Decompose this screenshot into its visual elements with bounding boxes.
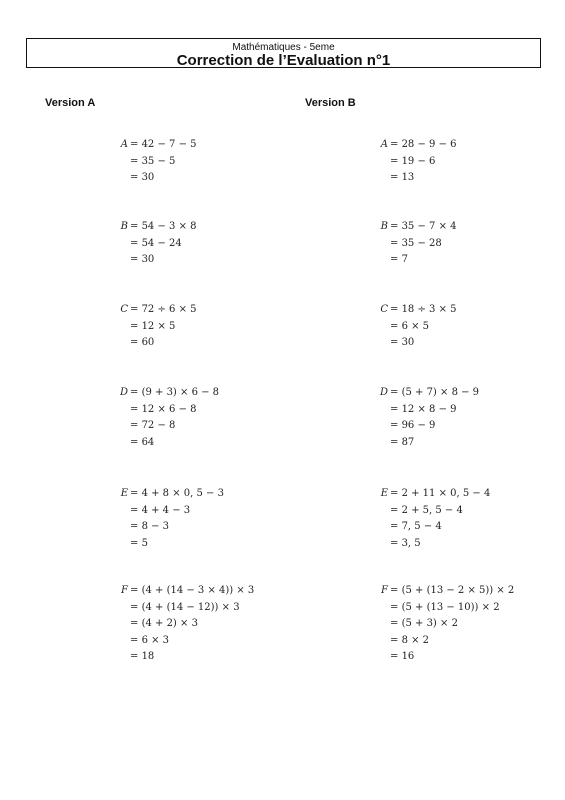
equals-sign: = — [130, 237, 142, 249]
equation-line — [0, 583, 565, 600]
exercise-b-version-b — [0, 219, 565, 269]
step-line — [0, 519, 565, 536]
expression: 18 ÷ 3 × 5 — [401, 304, 457, 315]
step-expression: 12 × 6 − 8 — [141, 403, 197, 415]
expression: 4 + 8 × 0, 5 − 3 — [141, 488, 224, 499]
step-expression: 6 × 5 — [401, 320, 430, 332]
equation-line — [0, 137, 565, 154]
equals-sign: = — [390, 254, 402, 265]
variable-name: B — [380, 221, 388, 232]
equals-sign: = — [130, 651, 142, 662]
step-expression: 18 — [141, 651, 155, 662]
variable-name: D — [379, 387, 388, 398]
step-expression: 30 — [141, 254, 155, 265]
step-line — [0, 154, 565, 171]
step-line — [0, 252, 565, 269]
step-expression: 19 − 6 — [401, 155, 436, 167]
step-expression: (5 + 3) × 2 — [401, 618, 458, 629]
variable-name: A — [120, 139, 128, 150]
equals-sign: = — [130, 172, 142, 183]
expression: 28 − 9 − 6 — [401, 139, 457, 150]
equals-sign: = — [130, 488, 142, 499]
step-expression: 30 — [141, 172, 155, 183]
equals-sign: = — [390, 337, 402, 348]
step-line — [0, 503, 565, 520]
step-expression: (5 + (13 − 10)) × 2 — [401, 601, 500, 613]
step-line — [0, 536, 565, 553]
equals-sign: = — [130, 337, 142, 348]
step-line — [0, 649, 565, 666]
version-b-label: Version B — [305, 97, 356, 109]
exercise-c-version-b — [0, 302, 565, 352]
equals-sign: = — [390, 618, 402, 629]
equals-sign: = — [390, 601, 402, 613]
expression: (5 + 7) × 8 − 9 — [401, 387, 480, 398]
equals-sign: = — [390, 221, 402, 232]
equals-sign: = — [130, 436, 142, 448]
equals-sign: = — [130, 320, 142, 332]
variable-name: C — [120, 304, 128, 315]
step-expression: 7, 5 − 4 — [401, 521, 442, 532]
exercise-e-version-b — [0, 486, 565, 552]
exercise-f-version-b — [0, 583, 565, 666]
equals-sign: = — [390, 155, 402, 167]
equals-sign: = — [130, 420, 142, 431]
variable-name: B — [120, 221, 128, 232]
step-expression: 13 — [401, 172, 415, 183]
equals-sign: = — [390, 521, 402, 532]
expression: 2 + 11 × 0, 5 − 4 — [401, 488, 491, 499]
equals-sign: = — [130, 521, 142, 532]
step-expression: 64 — [141, 436, 155, 448]
equals-sign: = — [390, 436, 402, 448]
variable-name: C — [380, 304, 388, 315]
expression: 35 − 7 × 4 — [401, 221, 457, 232]
expression: (4 + (14 − 3 × 4)) × 3 — [141, 585, 255, 596]
equals-sign: = — [130, 254, 142, 265]
step-expression: 3, 5 — [401, 537, 421, 549]
equals-sign: = — [130, 155, 142, 167]
exercise-d-version-b — [0, 385, 565, 451]
step-expression: 12 × 5 — [141, 320, 176, 332]
equals-sign: = — [130, 585, 142, 596]
equals-sign: = — [390, 403, 402, 415]
step-line — [0, 616, 565, 633]
equals-sign: = — [130, 504, 142, 516]
step-expression: 5 — [141, 537, 148, 549]
step-line — [0, 335, 565, 352]
equals-sign: = — [390, 651, 402, 662]
subject-line: Mathématiques - 5eme — [232, 42, 335, 53]
step-line — [0, 319, 565, 336]
step-expression: 4 + 4 − 3 — [141, 504, 191, 516]
step-line — [0, 633, 565, 650]
equals-sign: = — [130, 618, 142, 629]
step-expression: (4 + 2) × 3 — [141, 618, 198, 629]
equals-sign: = — [390, 537, 402, 549]
variable-name: A — [380, 139, 388, 150]
equals-sign: = — [390, 139, 402, 150]
equals-sign: = — [130, 139, 142, 150]
equals-sign: = — [390, 387, 402, 398]
step-line — [0, 236, 565, 253]
step-expression: 72 − 8 — [141, 420, 176, 431]
equals-sign: = — [390, 504, 402, 516]
step-expression: 35 − 5 — [141, 155, 176, 167]
header-box — [26, 38, 541, 68]
exercise-a-version-b — [0, 137, 565, 187]
step-expression: 2 + 5, 5 − 4 — [401, 504, 463, 516]
step-line — [0, 600, 565, 617]
variable-name: D — [119, 387, 128, 398]
equals-sign: = — [390, 634, 402, 646]
step-expression: 16 — [401, 651, 415, 662]
step-line — [0, 435, 565, 452]
step-expression: 7 — [401, 254, 408, 265]
equation-line — [0, 302, 565, 319]
step-expression: 12 × 8 − 9 — [401, 403, 457, 415]
step-line — [0, 402, 565, 419]
equals-sign: = — [390, 304, 402, 315]
page-title: Correction de l’Evaluation n°1 — [176, 52, 391, 69]
step-line — [0, 170, 565, 187]
step-expression: 35 − 28 — [401, 237, 442, 249]
step-expression: 96 − 9 — [401, 420, 436, 431]
variable-name: F — [121, 585, 128, 596]
step-expression: 8 × 2 — [401, 634, 430, 646]
equals-sign: = — [390, 237, 402, 249]
variable-name: E — [120, 488, 128, 499]
equals-sign: = — [390, 320, 402, 332]
step-expression: 54 − 24 — [141, 237, 182, 249]
equation-line — [0, 385, 565, 402]
version-a-label: Version A — [45, 97, 96, 109]
step-expression: 8 − 3 — [141, 521, 170, 532]
equals-sign: = — [130, 537, 142, 549]
equals-sign: = — [130, 221, 142, 232]
variable-name: E — [380, 488, 388, 499]
equals-sign: = — [130, 387, 142, 398]
expression: 42 − 7 − 5 — [141, 139, 197, 150]
equation-line — [0, 219, 565, 236]
expression: (5 + (13 − 2 × 5)) × 2 — [401, 585, 515, 596]
variable-name: F — [381, 585, 388, 596]
equals-sign: = — [130, 601, 142, 613]
expression: 72 ÷ 6 × 5 — [141, 304, 197, 315]
equals-sign: = — [130, 634, 142, 646]
step-expression: (4 + (14 − 12)) × 3 — [141, 601, 240, 613]
equals-sign: = — [390, 585, 402, 596]
step-expression: 87 — [401, 436, 415, 448]
equals-sign: = — [130, 403, 142, 415]
step-line — [0, 418, 565, 435]
equation-line — [0, 486, 565, 503]
step-expression: 60 — [141, 337, 155, 348]
equals-sign: = — [390, 172, 402, 183]
equals-sign: = — [130, 304, 142, 315]
step-expression: 30 — [401, 337, 415, 348]
equals-sign: = — [390, 420, 402, 431]
expression: (9 + 3) × 6 − 8 — [141, 387, 220, 398]
expression: 54 − 3 × 8 — [141, 221, 197, 232]
equals-sign: = — [390, 488, 402, 499]
step-expression: 6 × 3 — [141, 634, 170, 646]
